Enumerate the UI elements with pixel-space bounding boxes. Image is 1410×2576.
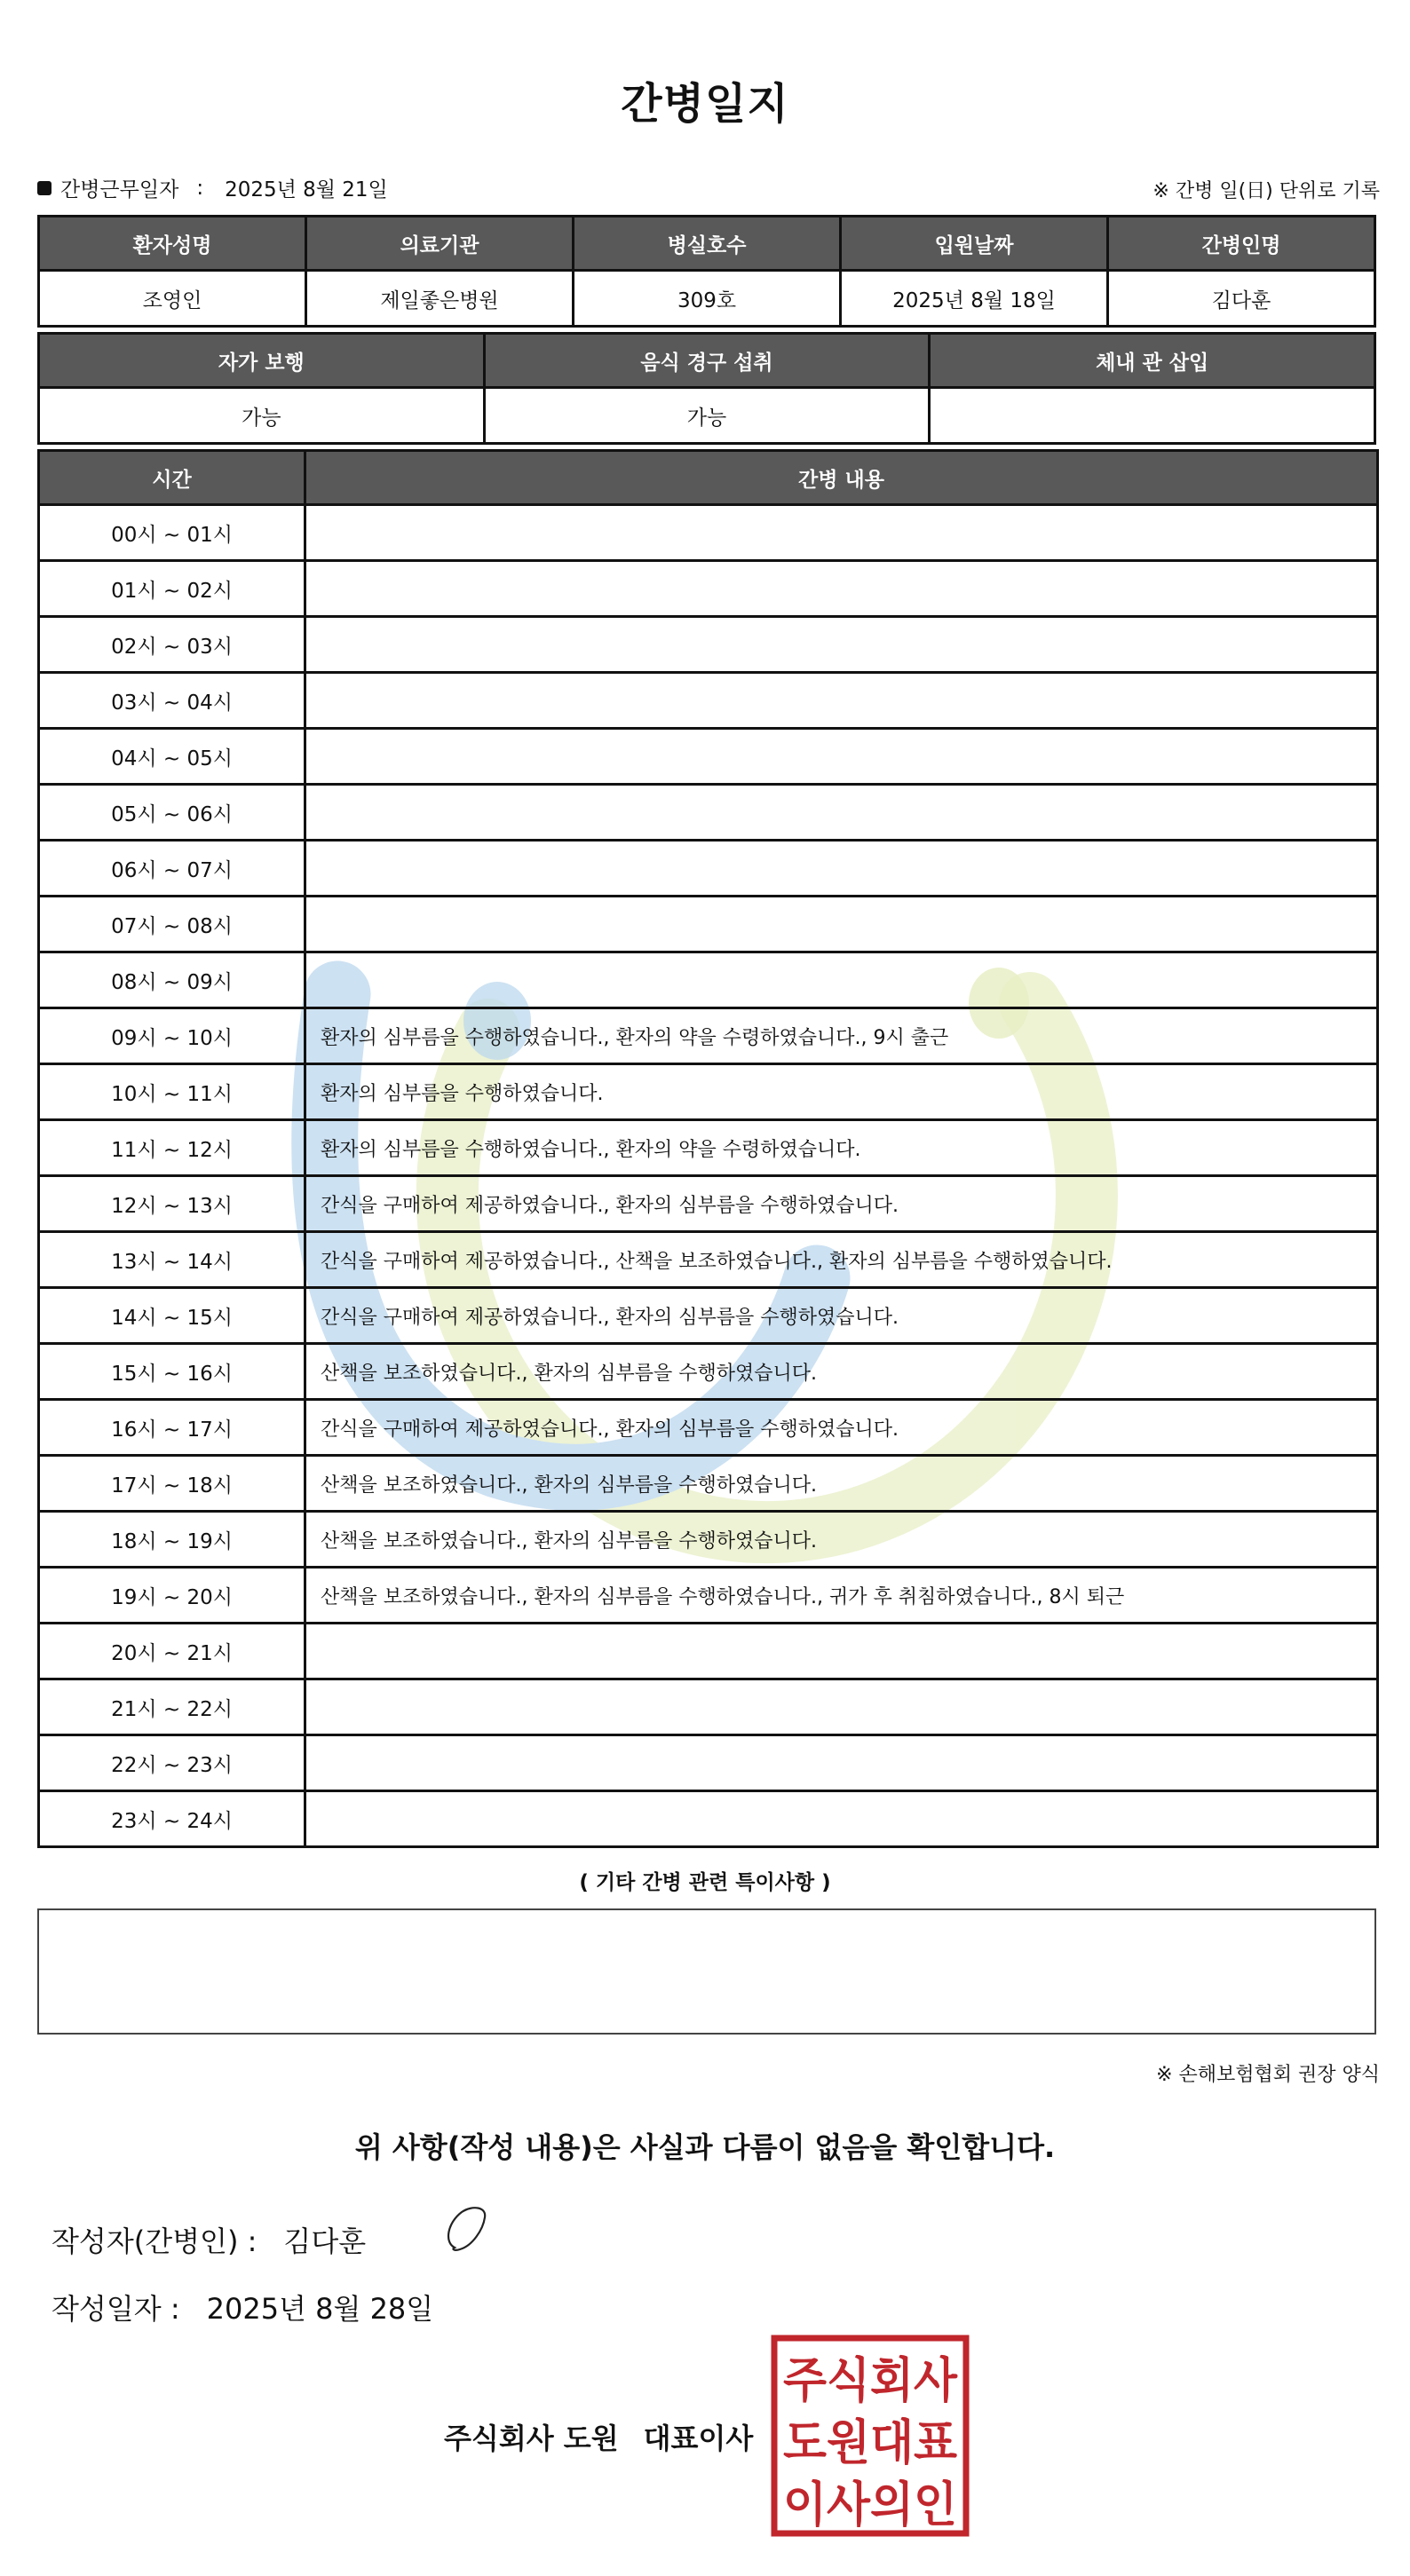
table-row <box>39 785 1378 841</box>
care-content <box>305 841 1378 897</box>
writer-label: 작성자(간병인) : <box>51 2224 257 2258</box>
care-content: 간식을 구매하여 제공하였습니다., 환자의 심부름을 수행하였습니다. <box>305 1288 1378 1344</box>
work-date-line <box>37 173 388 202</box>
table-row <box>39 1456 1378 1512</box>
self-walking-value: 가능 <box>39 388 485 444</box>
time-slot: 06시 ~ 07시 <box>39 841 305 897</box>
table-row <box>39 1512 1378 1568</box>
time-slot: 12시 ~ 13시 <box>39 1176 305 1232</box>
table-row <box>39 1288 1378 1344</box>
time-slot: 20시 ~ 21시 <box>39 1624 305 1679</box>
time-slot: 00시 ~ 01시 <box>39 505 305 561</box>
write-date-label: 작성일자 : <box>51 2292 180 2326</box>
company-name: 주식회사 도원 <box>444 2422 619 2455</box>
care-content: 산책을 보조하였습니다., 환자의 심부름을 수행하였습니다. <box>305 1344 1378 1400</box>
table-row <box>39 729 1378 785</box>
care-content: 산책을 보조하였습니다., 환자의 심부름을 수행하였습니다. <box>305 1512 1378 1568</box>
header-oral-intake: 음식 경구 섭취 <box>484 334 930 388</box>
time-slot: 01시 ~ 02시 <box>39 561 305 617</box>
care-content: 간식을 구매하여 제공하였습니다., 산책을 보조하였습니다., 환자의 심부름을 수행하였습니다. <box>305 1232 1378 1288</box>
time-slot: 18시 ~ 19시 <box>39 1512 305 1568</box>
table-row <box>39 1679 1378 1735</box>
write-date-line <box>51 2287 433 2327</box>
table-row <box>39 505 1378 561</box>
table-row <box>39 561 1378 617</box>
special-notes-box <box>37 1908 1376 2035</box>
time-slot: 16시 ~ 17시 <box>39 1400 305 1456</box>
care-content: 간식을 구매하여 제공하였습니다., 환자의 심부름을 수행하였습니다. <box>305 1176 1378 1232</box>
table-row <box>39 1568 1378 1624</box>
care-content <box>305 785 1378 841</box>
caregiver-name: 김다훈 <box>1108 271 1375 327</box>
table-row <box>39 1400 1378 1456</box>
form-source-note: ※ 손해보험협회 권장 양식 <box>1156 2064 1380 2086</box>
table-row <box>39 1735 1378 1791</box>
time-slot: 10시 ~ 11시 <box>39 1064 305 1120</box>
signature-mark <box>442 2203 492 2256</box>
table-row <box>39 897 1378 952</box>
time-slot: 09시 ~ 10시 <box>39 1008 305 1064</box>
time-slot: 07시 ~ 08시 <box>39 897 305 952</box>
time-slot: 04시 ~ 05시 <box>39 729 305 785</box>
care-content <box>305 673 1378 729</box>
hospital-name: 제일좋은병원 <box>306 271 574 327</box>
care-content: 간식을 구매하여 제공하였습니다., 환자의 심부름을 수행하였습니다. <box>305 1400 1378 1456</box>
header-time: 시간 <box>39 451 305 505</box>
time-slot: 19시 ~ 20시 <box>39 1568 305 1624</box>
table-row <box>39 617 1378 673</box>
table-row <box>39 1008 1378 1064</box>
care-content: 환자의 심부름을 수행하였습니다., 환자의 약을 수령하였습니다. <box>305 1120 1378 1176</box>
oral-intake-value: 가능 <box>484 388 930 444</box>
room-number: 309호 <box>574 271 841 327</box>
header-caregiver: 간병인명 <box>1108 217 1375 271</box>
confirmation-statement: 위 사항(작성 내용)은 사실과 다름이 없음을 확인합니다. <box>354 2130 1056 2164</box>
care-content <box>305 729 1378 785</box>
record-unit-note: ※ 간병 일(日) 단위로 기록 <box>1153 180 1380 202</box>
special-notes-title: ( 기타 간병 관련 특이사항 ) <box>579 1871 831 1894</box>
tube-insertion-value <box>930 388 1375 444</box>
bullet-square-icon <box>37 181 51 195</box>
time-slot: 13시 ~ 14시 <box>39 1232 305 1288</box>
company-seal-stamp <box>771 2335 970 2537</box>
time-slot: 14시 ~ 15시 <box>39 1288 305 1344</box>
header-room: 병실호수 <box>574 217 841 271</box>
care-content: 산책을 보조하였습니다., 환자의 심부름을 수행하였습니다. <box>305 1456 1378 1512</box>
time-slot: 03시 ~ 04시 <box>39 673 305 729</box>
seal-line-2: 도원대표 <box>783 2414 957 2470</box>
writer-name: 김다훈 <box>283 2224 367 2258</box>
time-slot: 02시 ~ 03시 <box>39 617 305 673</box>
care-content <box>305 561 1378 617</box>
header-tube-insertion: 체내 관 삽입 <box>930 334 1375 388</box>
care-content <box>305 952 1378 1008</box>
time-slot: 15시 ~ 16시 <box>39 1344 305 1400</box>
seal-line-1: 주식회사 <box>783 2352 958 2408</box>
work-date-colon: : <box>196 176 204 200</box>
care-content <box>305 1679 1378 1735</box>
care-log-body <box>39 505 1378 1847</box>
time-slot: 11시 ~ 12시 <box>39 1120 305 1176</box>
table-row <box>39 1120 1378 1176</box>
patient-name: 조영인 <box>39 271 306 327</box>
header-patient-name: 환자성명 <box>39 217 306 271</box>
work-date-value: 2025년 8월 21일 <box>225 178 388 201</box>
table-row <box>39 1791 1378 1847</box>
admit-date: 2025년 8월 18일 <box>841 271 1108 327</box>
care-content: 환자의 심부름을 수행하였습니다., 환자의 약을 수령하였습니다., 9시 출근 <box>305 1008 1378 1064</box>
table-row <box>39 952 1378 1008</box>
header-self-walking: 자가 보행 <box>39 334 485 388</box>
writer-line <box>51 2219 366 2260</box>
care-content <box>305 505 1378 561</box>
table-row <box>39 1232 1378 1288</box>
time-slot: 05시 ~ 06시 <box>39 785 305 841</box>
header-care-content: 간병 내용 <box>305 451 1378 505</box>
care-content <box>305 617 1378 673</box>
page-title: 간병일지 <box>621 79 789 129</box>
care-content <box>305 1624 1378 1679</box>
time-slot: 08시 ~ 09시 <box>39 952 305 1008</box>
care-content <box>305 897 1378 952</box>
care-content <box>305 1735 1378 1791</box>
representative-title: 대표이사 <box>643 2422 754 2455</box>
patient-info-table <box>37 215 1376 328</box>
table-row <box>39 673 1378 729</box>
care-content <box>305 1791 1378 1847</box>
seal-line-3: 이사의인 <box>783 2477 957 2533</box>
time-slot: 23시 ~ 24시 <box>39 1791 305 1847</box>
care-content: 환자의 심부름을 수행하였습니다. <box>305 1064 1378 1120</box>
header-admit-date: 입원날짜 <box>841 217 1108 271</box>
time-slot: 22시 ~ 23시 <box>39 1735 305 1791</box>
table-row <box>39 841 1378 897</box>
table-row <box>39 1176 1378 1232</box>
patient-status-table <box>37 332 1376 445</box>
time-slot: 17시 ~ 18시 <box>39 1456 305 1512</box>
table-row <box>39 1064 1378 1120</box>
table-row <box>39 1624 1378 1679</box>
table-row <box>39 1344 1378 1400</box>
header-hospital: 의료기관 <box>306 217 574 271</box>
care-content: 산책을 보조하였습니다., 환자의 심부름을 수행하였습니다., 귀가 후 취침하였습니다., 8시 퇴근 <box>305 1568 1378 1624</box>
company-line <box>444 2416 753 2457</box>
write-date-value: 2025년 8월 28일 <box>206 2292 434 2326</box>
time-slot: 21시 ~ 22시 <box>39 1679 305 1735</box>
work-date-label: 간병근무일자 <box>60 178 179 201</box>
care-log-table <box>37 449 1379 1848</box>
